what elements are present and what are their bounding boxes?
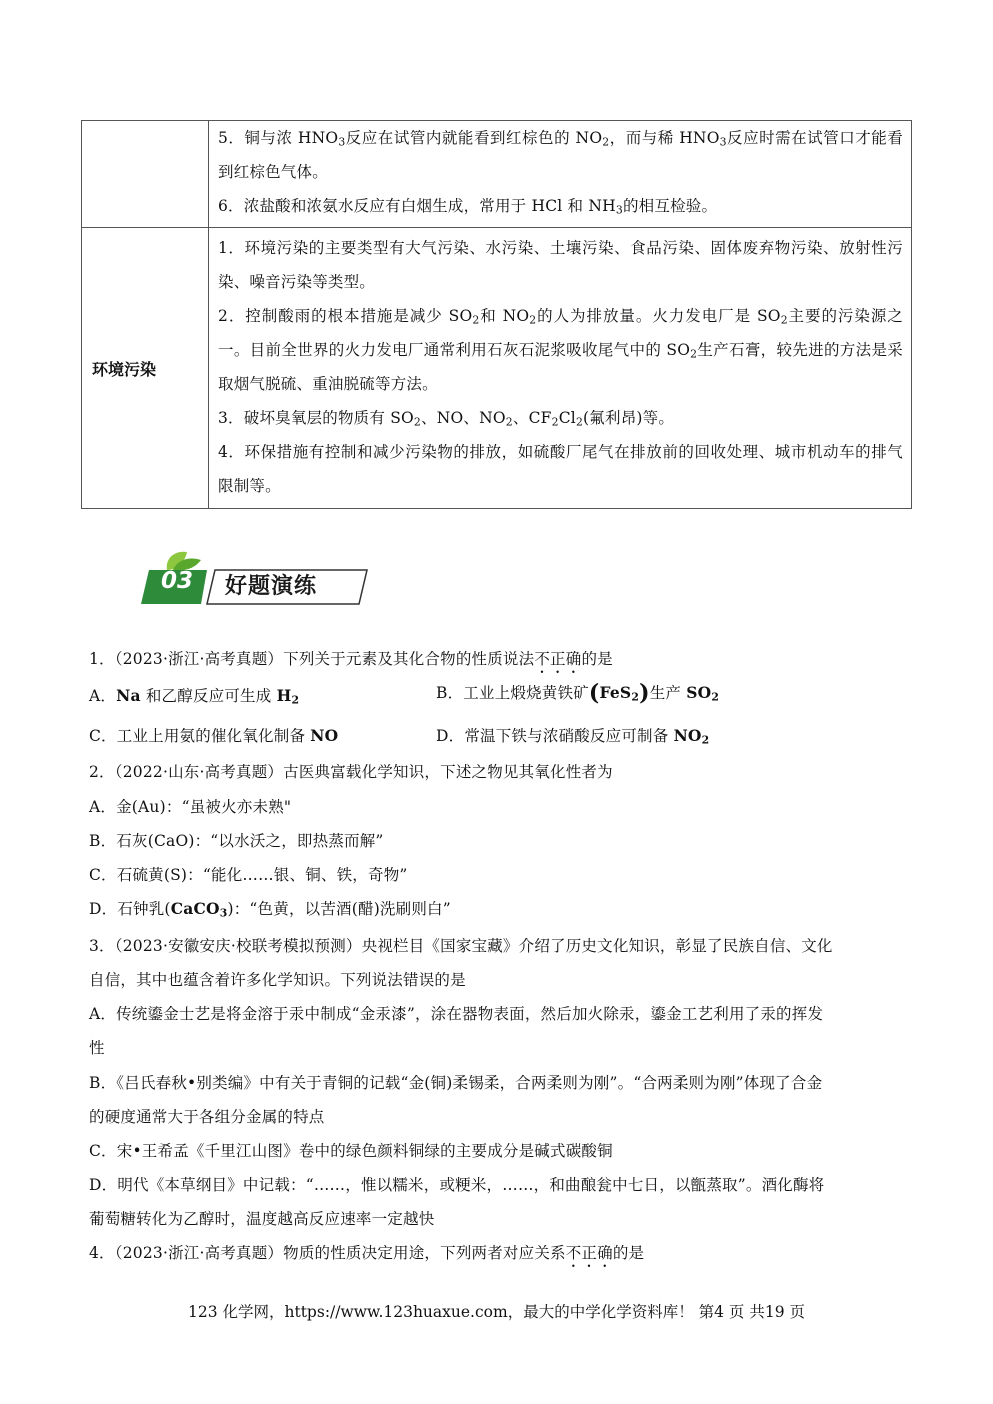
q1-option-a: A．Na 和乙醇反应可生成 $H_2$ bbox=[89, 686, 300, 707]
row-label bbox=[82, 121, 209, 228]
table-row bbox=[82, 228, 912, 509]
q3-option-a-line2: 性 bbox=[89, 1039, 105, 1057]
section-number: 03 bbox=[160, 568, 193, 594]
page-footer: 123 化学网，https://www.123huaxue.com，最大的中学化学资料库！ 第4 页 共19 页 bbox=[187, 1303, 805, 1321]
row-content bbox=[209, 121, 912, 228]
q3-option-d-line2: 葡萄糖转化为乙醇时，温度越高反应速率一定越快 bbox=[89, 1210, 435, 1228]
q3-option-d-line1: D．明代《本草纲目》中记载：“……，惟以糯米，或粳米，……，和曲酿瓮中七日，以甑蒸取”。酒化酶将 bbox=[89, 1176, 825, 1194]
q2-option-b: B．石灰(CaO)：“以水沃之，即热蒸而解” bbox=[89, 832, 384, 850]
row-content bbox=[209, 228, 912, 509]
q2-stem: 2．（2022·山东·高考真题）古医典富载化学知识，下述之物见其氧化性者为 bbox=[89, 763, 613, 781]
q1-stem: 1．（2023·浙江·高考真题）下列关于元素及其化合物的性质说法不正确的是 bbox=[89, 650, 613, 668]
table-row bbox=[82, 121, 912, 228]
q3-option-b-line1: B．《吕氏春秋•别类编》中有关于青铜的记载“金(铜)柔锡柔，合两柔则为刚”。“合两柔则为刚”体现了合金 bbox=[89, 1074, 823, 1092]
q3-option-c: C．宋•王希孟《千里江山图》卷中的绿色颜料铜绿的主要成分是碱式碳酸铜 bbox=[89, 1142, 613, 1160]
item-4: 4．环保措施有控制和减少污染物的排放，如硫酸厂尾气在排放前的回收处理、城市机动车的排气限制等。 bbox=[218, 443, 903, 495]
section-banner bbox=[137, 548, 369, 608]
knowledge-table bbox=[81, 120, 912, 509]
q2-option-a: A．金(Au)：“虽被火亦未熟" bbox=[89, 798, 292, 816]
item-6: 6．浓盐酸和浓氨水反应有白烟生成，常用于 HCl 和 $NH_3$的相互检验。 bbox=[218, 197, 718, 217]
q3-stem-line2: 自信，其中也蕴含着许多化学知识。下列说法错误的是 bbox=[89, 971, 466, 989]
section-title: 好题演练 bbox=[225, 574, 318, 599]
q1-option-c: C．工业上用氨的催化氧化制备 NO bbox=[89, 726, 339, 745]
item-1: 1．环境污染的主要类型有大气污染、水污染、土壤污染、食品污染、固体废弃物污染、放射性污染、噪音污染等类型。 bbox=[218, 239, 903, 291]
item-2: 2．控制酸雨的根本措施是减少 $SO_2$和 $NO_2$的人为排放量。火力发电厂是 $SO_2$主要的污染源之一。目前全世界的火力发电厂通常利用石灰石泥浆吸收尾气中的 $SO_2$生产石膏，较先进的方法是采取烟气脱硫、重油脱硫等方法。 bbox=[218, 307, 903, 393]
q3-option-a-line1: A．传统鎏金士艺是将金溶于汞中制成“金汞漆”，涂在器物表面，然后加火除汞，鎏金工艺利用了汞的挥发 bbox=[89, 1005, 824, 1023]
q3-option-b-line2: 的硬度通常大于各组分金属的特点 bbox=[89, 1108, 325, 1126]
item-3: 3．破坏臭氧层的物质有 $SO_2$、NO、$NO_2$、$CF_2Cl_2$(氟利昂)等。 bbox=[218, 409, 675, 429]
q4-stem: 4．（2023·浙江·高考真题）物质的性质决定用途，下列两者对应关系不正确的是 bbox=[89, 1244, 645, 1262]
q2-option-c: C．石硫黄(S)：“能化……银、铜、铁，奇物” bbox=[89, 866, 408, 884]
row-label: 环境污染 bbox=[82, 228, 209, 509]
q2-option-d: D．石钟乳(CaCO$_3$)：“色黄，以苦酒(醋)洗刷则白” bbox=[89, 899, 451, 920]
item-5: 5．铜与浓 $HNO_3$反应在试管内就能看到红棕色的 $NO_2$，而与稀 $HNO_3$反应时需在试管口才能看到红棕色气体。 bbox=[218, 129, 903, 181]
q1-option-b: B．工业上煅烧黄铁矿(FeS$_2$)生产 $SO_2$ bbox=[436, 680, 720, 706]
q1-option-d: D．常温下铁与浓硝酸反应可制备 $NO_2$ bbox=[436, 726, 710, 747]
q3-stem-line1: 3．（2023·安徽安庆·校联考模拟预测）央视栏目《国家宝藏》介绍了历史文化知识，彰显了民族自信、文化 bbox=[89, 937, 833, 955]
